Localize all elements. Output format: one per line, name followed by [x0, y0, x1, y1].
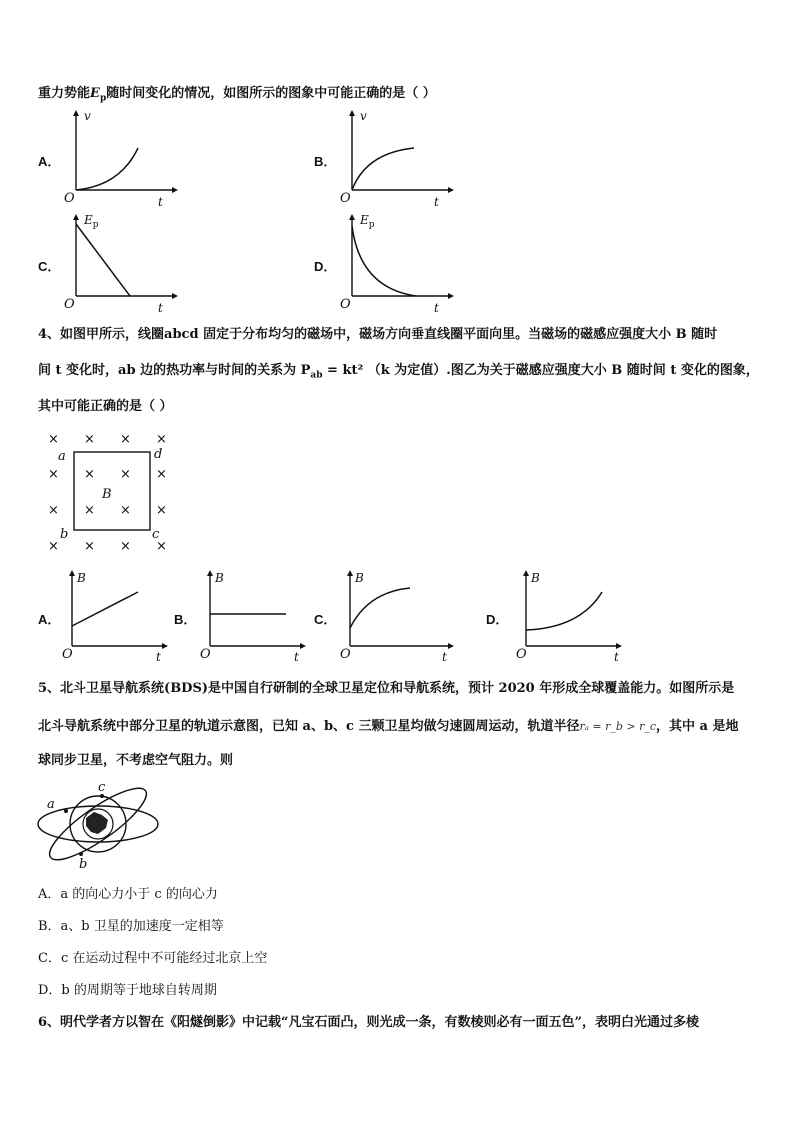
cross: ×: [48, 432, 59, 447]
cross: ×: [84, 467, 95, 482]
q5-option-b: B．a、b 卫星的加速度一定相等: [38, 919, 224, 934]
q3-graph-d: [336, 212, 456, 315]
label-a: a: [47, 797, 55, 812]
q5-line2-a: 北斗导航系统中部分卫星的轨道示意图，已知 a、b、c 三颗卫星均做匀速圆周运动，轨道半径: [38, 719, 580, 734]
ep-curve: [352, 226, 416, 296]
corner-b: b: [60, 527, 69, 542]
x-arrow: [616, 643, 622, 649]
q3-graph-c: [60, 212, 180, 315]
cross: ×: [84, 432, 95, 447]
y-arrow: [69, 570, 75, 576]
q4-coil-figure: [40, 428, 180, 553]
q4-stem-line3: 其中可能正确的是（ ）: [38, 399, 173, 414]
ep-line: [76, 224, 130, 296]
q3-graph-b: [336, 108, 456, 208]
q3-option-b-label: B．: [314, 154, 337, 169]
cross: ×: [156, 539, 167, 554]
origin-label: O: [200, 647, 211, 662]
q4-graph-d: [514, 566, 634, 666]
x-label: t: [434, 195, 439, 209]
q3-graph-a: [60, 108, 180, 208]
y-arrow: [347, 570, 353, 576]
cross: ×: [120, 467, 131, 482]
x-arrow: [162, 643, 168, 649]
q4-line2-a: 间 t 变化时，ab 边的热功率与时间的关系为 P: [38, 363, 311, 378]
q5-option-c: C．c 在运动过程中不可能经过北京上空: [38, 951, 268, 966]
y-label: $E_p$: [84, 213, 99, 230]
y-label: v: [360, 109, 367, 123]
cross: ×: [48, 539, 59, 554]
x-arrow: [300, 643, 306, 649]
q5-stem-line2: [38, 715, 739, 734]
cross: ×: [48, 467, 59, 482]
corner-c: c: [152, 527, 160, 542]
q5-option-d: D．b 的周期等于地球自转周期: [38, 983, 217, 998]
q3-stem-a: 重力势能: [38, 86, 91, 101]
origin-label: O: [62, 647, 73, 662]
b-curve: [526, 592, 602, 630]
q3-option-d-label: D．: [314, 259, 337, 274]
x-arrow: [448, 643, 454, 649]
x-label: t: [434, 301, 439, 315]
q4-option-b-label: B．: [174, 612, 197, 627]
cross: ×: [120, 539, 131, 554]
y-label: v: [84, 109, 91, 123]
origin-label: O: [340, 191, 351, 206]
q3-option-a-label: A．: [38, 154, 61, 169]
q5-orbit-radii-formula: rₐ = r_b > r_c: [579, 720, 657, 733]
q4-graph-b: [198, 566, 308, 666]
b-line: [72, 592, 138, 626]
q4-graph-c: [338, 566, 458, 666]
q5-line2-b: ，其中 a 是地: [656, 719, 739, 734]
v-curve: [76, 148, 138, 190]
q6-stem-line1: 6、明代学者方以智在《阳燧倒影》中记载“凡宝石面凸，则光成一条，有数棱则必有一面五色”，表明白光通过多棱: [38, 1015, 700, 1030]
y-arrow: [207, 570, 213, 576]
origin-label: O: [340, 647, 351, 662]
cross: ×: [120, 432, 131, 447]
q4-graph-a: [60, 566, 170, 666]
field-label: B: [102, 487, 112, 502]
q3-stem-sub: p: [99, 93, 107, 104]
x-label: t: [156, 650, 161, 664]
q5-option-a: A．a 的向心力小于 c 的向心力: [38, 887, 218, 902]
y-arrow: [73, 214, 79, 220]
x-label: t: [442, 650, 447, 664]
cross: ×: [48, 503, 59, 518]
x-arrow: [172, 187, 178, 193]
cross: ×: [120, 503, 131, 518]
y-label: B: [531, 571, 540, 585]
q4-stem-line1: 4、如图甲所示，线圈abcd 固定于分布均匀的磁场中，磁场方向垂直线圈平面向里。当磁场的磁感应强度大小 B 随时: [38, 327, 718, 342]
q4-option-c-label: C．: [314, 612, 337, 627]
cross: ×: [156, 432, 167, 447]
q3-stem-b: 随时间变化的情况，如图所示的图象中可能正确的是（ ）: [106, 86, 436, 101]
corner-a: a: [58, 449, 66, 464]
satellite-b: [79, 852, 83, 856]
q4-stem-line2: [38, 359, 759, 381]
label-c: c: [98, 780, 106, 795]
cross: ×: [84, 503, 95, 518]
q3-stem: [38, 82, 436, 104]
y-label: B: [355, 571, 364, 585]
cross: ×: [156, 467, 167, 482]
cross: ×: [156, 503, 167, 518]
origin-label: O: [516, 647, 527, 662]
y-label: B: [77, 571, 86, 585]
q4-option-d-label: D．: [486, 612, 509, 627]
x-label: t: [614, 650, 619, 664]
q5-orbit-figure: [36, 778, 166, 870]
satellite-a: [64, 809, 68, 813]
label-b: b: [79, 857, 88, 872]
origin-label: O: [64, 297, 75, 312]
x-arrow: [448, 293, 454, 299]
x-label: t: [158, 195, 163, 209]
x-arrow: [172, 293, 178, 299]
v-curve: [352, 148, 414, 190]
q4-line2-sub: ab: [310, 370, 323, 381]
x-label: t: [158, 301, 163, 315]
q4-line2-b: = kt² （k 为定值）.图乙为关于磁感应强度大小 B 随时间 t 变化的图象，: [322, 363, 759, 378]
y-arrow: [349, 110, 355, 116]
cross: ×: [84, 539, 95, 554]
coil-square: [74, 452, 150, 530]
origin-label: O: [64, 191, 75, 206]
corner-d: d: [154, 447, 163, 462]
q4-option-a-label: A．: [38, 612, 61, 627]
x-label: t: [294, 650, 299, 664]
q3-stem-sym: E: [90, 86, 100, 101]
q5-stem-line1: 5、北斗卫星导航系统(BDS)是中国自行研制的全球卫星定位和导航系统，预计 2020 年形成全球覆盖能力。如图所示是: [38, 681, 735, 696]
q3-option-c-label: C．: [38, 259, 61, 274]
q5-stem-line3: 球同步卫星，不考虑空气阻力。则: [38, 753, 234, 768]
y-label: B: [215, 571, 224, 585]
y-arrow: [349, 214, 355, 220]
y-arrow: [523, 570, 529, 576]
origin-label: O: [340, 297, 351, 312]
b-curve: [350, 588, 410, 628]
x-arrow: [448, 187, 454, 193]
y-label: $E_p$: [360, 213, 375, 230]
y-arrow: [73, 110, 79, 116]
